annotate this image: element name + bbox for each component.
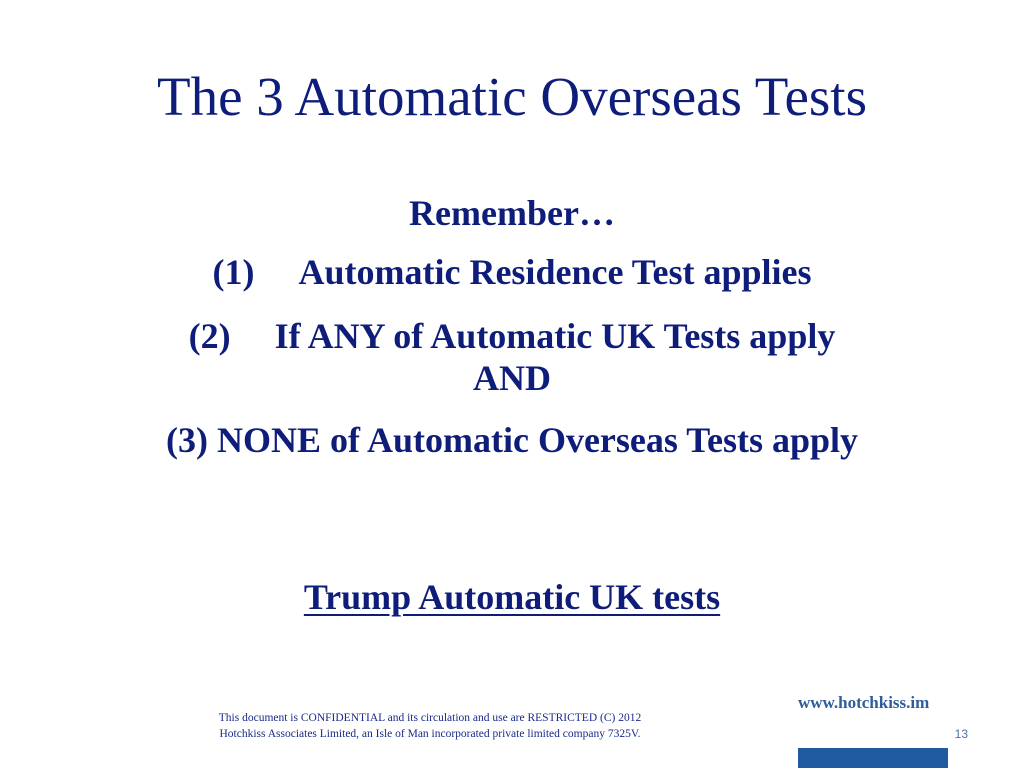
slide-body (40, 188, 984, 468)
list-item-1-number: (1) (212, 252, 255, 292)
remember-line: Remember… (409, 193, 615, 233)
conclusion-text: Trump Automatic UK tests (303, 577, 721, 617)
page-number: 13 (954, 727, 968, 741)
brand-bar (798, 748, 948, 768)
list-item-2-number: (2) (188, 316, 231, 356)
conjunction-and: AND (473, 358, 551, 398)
website-link[interactable]: www.hotchkiss.im (798, 693, 930, 712)
confidentiality-notice (150, 710, 710, 742)
list-item-3: (3) NONE of Automatic Overseas Tests apply (166, 420, 858, 460)
list-item-1 (40, 244, 984, 300)
confidentiality-line-1: This document is CONFIDENTIAL and its circulation and use are RESTRICTED (C) 2012 (218, 712, 642, 724)
slide-title: The 3 Automatic Overseas Tests (157, 66, 867, 127)
confidentiality-line-2: Hotchkiss Associates Limited, an Isle of Man incorporated private limited company 7325V. (219, 728, 641, 740)
list-item-1-text: Automatic Residence Test applies (298, 252, 812, 292)
list-item-2-text: If ANY of Automatic UK Tests apply (274, 316, 836, 356)
